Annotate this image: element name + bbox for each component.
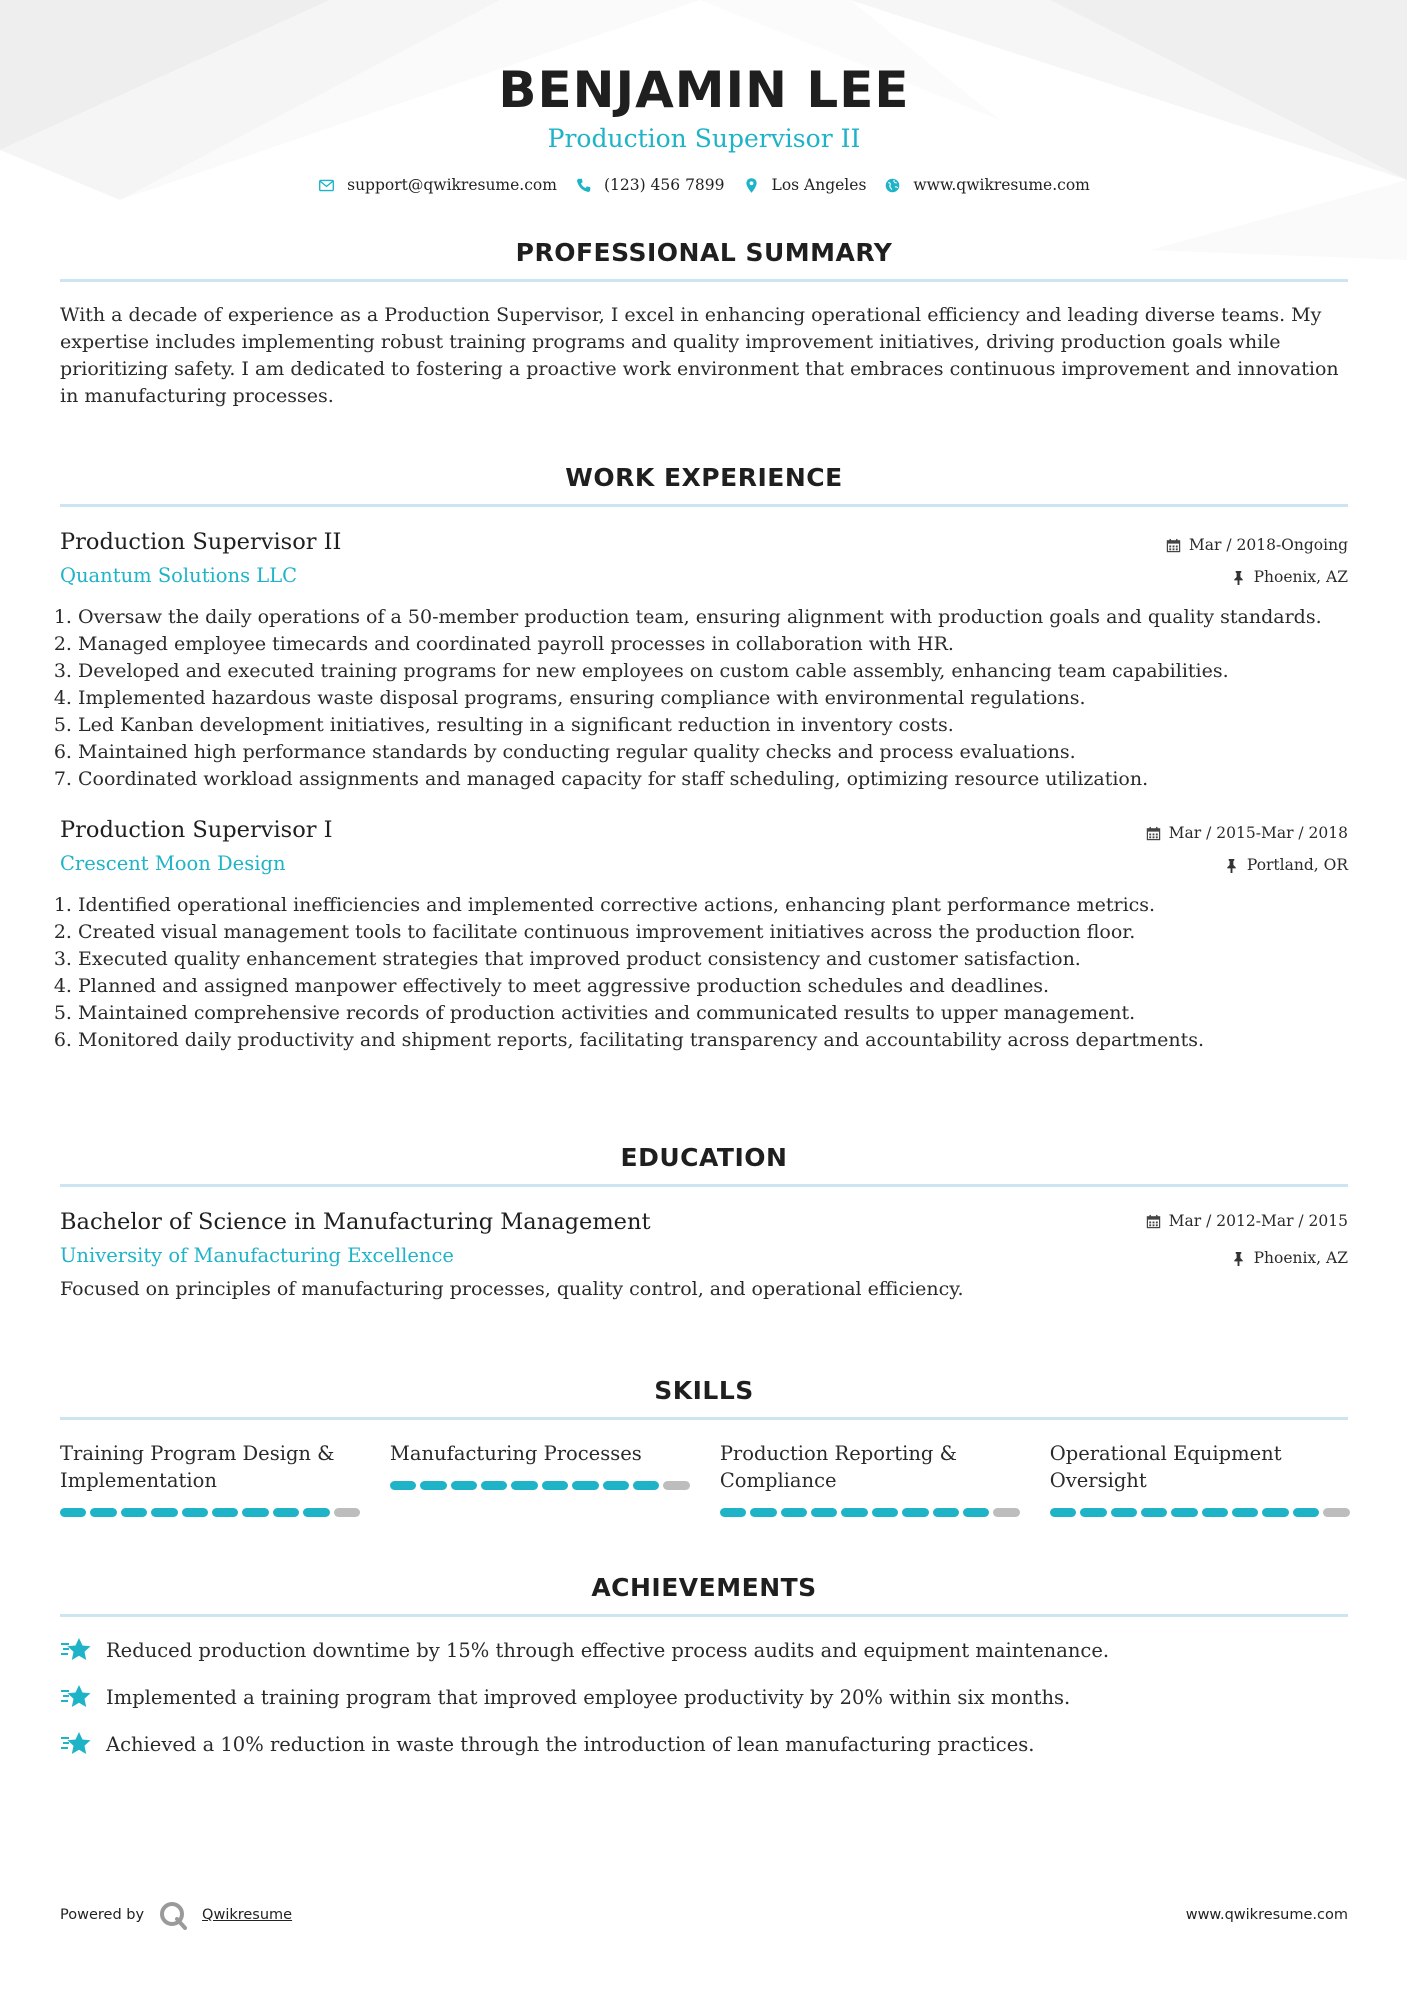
list-item (60, 1682, 1348, 1712)
list-item: 3. Executed quality enhancement strategies that improved product consistency and customer satisfaction. (78, 946, 1348, 973)
skill-segment-filled (511, 1481, 537, 1490)
achievement-text: Achieved a 10% reduction in waste through the introduction of lean manufacturing practices. (106, 1732, 1035, 1756)
summary-section (60, 238, 1348, 410)
skill-name: Operational Equipment Oversight (1049, 1442, 1282, 1492)
job-company: Quantum Solutions LLC (60, 564, 298, 587)
powered-by-label: Powered by (60, 1907, 145, 1923)
skill-level-bar (1050, 1508, 1350, 1517)
skill-segment-filled (182, 1508, 208, 1517)
qwikresume-logo-icon (158, 1900, 188, 1930)
education-description: Focused on principles of manufacturing processes, quality control, and operational efficiency. (60, 1278, 964, 1300)
skill-segment-filled (720, 1508, 746, 1517)
education-heading: EDUCATION (60, 1143, 1348, 1187)
job-title: Production Supervisor II (60, 529, 342, 555)
skill-item (720, 1440, 1020, 1517)
list-item (60, 1729, 1348, 1759)
skill-segment-filled (481, 1481, 507, 1490)
skill-segment-filled (212, 1508, 238, 1517)
skill-segment-filled (121, 1508, 147, 1517)
skill-segment-filled (933, 1508, 959, 1517)
achievements-heading: ACHIEVEMENTS (60, 1573, 1348, 1617)
list-item: 5. Maintained comprehensive records of production activities and communicated results to upper management. (78, 1000, 1348, 1027)
experience-heading: WORK EXPERIENCE (60, 463, 1348, 507)
achievement-text: Reduced production downtime by 15% through effective process audits and equipment maintenance. (106, 1638, 1110, 1662)
skill-segment-empty (993, 1508, 1019, 1517)
job-meta (1146, 815, 1348, 875)
skill-segment-filled (872, 1508, 898, 1517)
skill-segment-filled (633, 1481, 659, 1490)
job-bullets (60, 892, 1348, 1054)
contact-email[interactable] (318, 176, 557, 194)
skill-segment-filled (420, 1481, 446, 1490)
powered-by (60, 1900, 292, 1930)
achievements-list (60, 1635, 1348, 1759)
skill-segment-filled (902, 1508, 928, 1517)
education-location: Phoenix, AZ (1253, 1249, 1348, 1267)
skills-section (60, 1376, 1348, 1517)
degree-title: Bachelor of Science in Manufacturing Management (60, 1209, 651, 1235)
skill-item (1050, 1440, 1350, 1517)
job-entry (60, 815, 1348, 1054)
skill-segment-filled (390, 1481, 416, 1490)
job-meta (1166, 527, 1348, 587)
list-item: 4. Implemented hazardous waste disposal programs, ensuring compliance with environmental regulations. (78, 685, 1348, 712)
job-bullets (60, 604, 1348, 793)
skill-segment-filled (1262, 1508, 1288, 1517)
skill-segment-filled (1232, 1508, 1258, 1517)
list-item: 1. Identified operational inefficiencies and implemented corrective actions, enhancing plant performance metrics. (78, 892, 1348, 919)
skill-name: Production Reporting & Compliance (719, 1442, 957, 1492)
skill-name: Manufacturing Processes (389, 1442, 642, 1465)
list-item: 7. Coordinated workload assignments and managed capacity for staff scheduling, optimizing resource utilization. (78, 766, 1348, 793)
map-pin-icon (743, 177, 760, 194)
contact-bar (60, 176, 1348, 194)
skill-segment-filled (1050, 1508, 1076, 1517)
pushpin-icon (1231, 1251, 1246, 1266)
skill-segment-filled (750, 1508, 776, 1517)
skill-segment-filled (1293, 1508, 1319, 1517)
skill-segment-empty (334, 1508, 360, 1517)
contact-website[interactable] (884, 176, 1089, 194)
summary-heading: PROFESSIONAL SUMMARY (60, 238, 1348, 282)
skill-segment-filled (1080, 1508, 1106, 1517)
list-item: 6. Monitored daily productivity and shipment reports, facilitating transparency and accountability across departments. (78, 1027, 1348, 1054)
skill-segment-filled (273, 1508, 299, 1517)
star-icon (60, 1729, 92, 1759)
resume-page (60, 0, 1348, 1756)
calendar-icon (1146, 1214, 1161, 1229)
skill-level-bar (60, 1508, 360, 1517)
list-item: 6. Maintained high performance standards by conducting regular quality checks and process evaluations. (78, 739, 1348, 766)
summary-text: With a decade of experience as a Production Supervisor, I excel in enhancing operational efficiency and leading diverse teams. My expertise includes implementing robust training programs and quality improvement initiatives, driving production goals while prioritizing safety. I am dedicated to fostering a proactive work environment that embraces continuous improvement and innovation in manufacturing processes. (60, 304, 1339, 407)
globe-icon (884, 177, 901, 194)
skill-level-bar (720, 1508, 1020, 1517)
pushpin-icon (1224, 858, 1239, 873)
resume-header (60, 0, 1348, 194)
envelope-icon (318, 177, 335, 194)
skill-segment-filled (1202, 1508, 1228, 1517)
skill-item (390, 1440, 690, 1517)
skill-segment-filled (603, 1481, 629, 1490)
skill-segment-filled (811, 1508, 837, 1517)
skill-segment-filled (303, 1508, 329, 1517)
skill-segment-filled (1141, 1508, 1167, 1517)
education-entry (60, 1207, 1348, 1303)
skill-name: Training Program Design & Implementation (60, 1442, 335, 1492)
skill-segment-filled (451, 1481, 477, 1490)
phone-text: (123) 456 7899 (603, 176, 725, 194)
list-item (60, 1635, 1348, 1665)
star-icon (60, 1635, 92, 1665)
candidate-role: Production Supervisor II (547, 124, 861, 153)
achievement-text: Implemented a training program that improved employee productivity by 20% within six months. (106, 1685, 1071, 1709)
list-item: 2. Created visual management tools to facilitate continuous improvement initiatives across the production floor. (78, 919, 1348, 946)
skill-segment-filled (151, 1508, 177, 1517)
education-section (60, 1143, 1348, 1303)
skill-segment-filled (1111, 1508, 1137, 1517)
job-title: Production Supervisor I (60, 817, 333, 843)
candidate-name: BENJAMIN LEE (498, 61, 910, 119)
job-company: Crescent Moon Design (60, 852, 286, 875)
school-name: University of Manufacturing Excellence (60, 1244, 454, 1267)
list-item: 1. Oversaw the daily operations of a 50-member production team, ensuring alignment with production goals and quality standards. (78, 604, 1348, 631)
skill-segment-empty (1323, 1508, 1349, 1517)
list-item: 3. Developed and executed training programs for new employees on custom cable assembly, enhancing team capabilities. (78, 658, 1348, 685)
calendar-icon (1146, 826, 1161, 841)
pushpin-icon (1231, 570, 1246, 585)
contact-location (743, 176, 867, 194)
footer-website[interactable]: www.qwikresume.com (1185, 1907, 1348, 1923)
skill-segment-filled (781, 1508, 807, 1517)
calendar-icon (1166, 538, 1181, 553)
contact-phone[interactable] (575, 176, 725, 194)
skill-segment-filled (90, 1508, 116, 1517)
website-text: www.qwikresume.com (913, 176, 1090, 194)
job-dates: Mar / 2018-Ongoing (1188, 536, 1348, 554)
phone-icon (575, 177, 592, 194)
skill-level-bar (390, 1481, 690, 1490)
skill-segment-filled (542, 1481, 568, 1490)
skills-grid (60, 1440, 1348, 1517)
list-item: 2. Managed employee timecards and coordinated payroll processes in collaboration with HR. (78, 631, 1348, 658)
location-text: Los Angeles (771, 176, 867, 194)
skill-segment-filled (963, 1508, 989, 1517)
experience-section (60, 463, 1348, 1054)
brand-link[interactable]: Qwikresume (202, 1907, 293, 1923)
skill-segment-empty (663, 1481, 689, 1490)
star-icon (60, 1682, 92, 1712)
skill-segment-filled (242, 1508, 268, 1517)
education-dates: Mar / 2012-Mar / 2015 (1168, 1212, 1348, 1230)
skill-segment-filled (60, 1508, 86, 1517)
skill-segment-filled (572, 1481, 598, 1490)
skills-heading: SKILLS (60, 1376, 1348, 1420)
job-entry (60, 527, 1348, 793)
skill-segment-filled (1171, 1508, 1197, 1517)
achievements-section (60, 1573, 1348, 1776)
list-item: 4. Planned and assigned manpower effectively to meet aggressive production schedules and deadlines. (78, 973, 1348, 1000)
page-footer (60, 1900, 1348, 1930)
job-dates: Mar / 2015-Mar / 2018 (1168, 824, 1348, 842)
job-location: Phoenix, AZ (1253, 568, 1348, 586)
skill-item (60, 1440, 360, 1517)
email-text: support@qwikresume.com (347, 176, 557, 194)
list-item: 5. Led Kanban development initiatives, resulting in a significant reduction in inventory costs. (78, 712, 1348, 739)
job-location: Portland, OR (1246, 856, 1348, 874)
education-meta (1146, 1207, 1348, 1268)
skill-segment-filled (841, 1508, 867, 1517)
